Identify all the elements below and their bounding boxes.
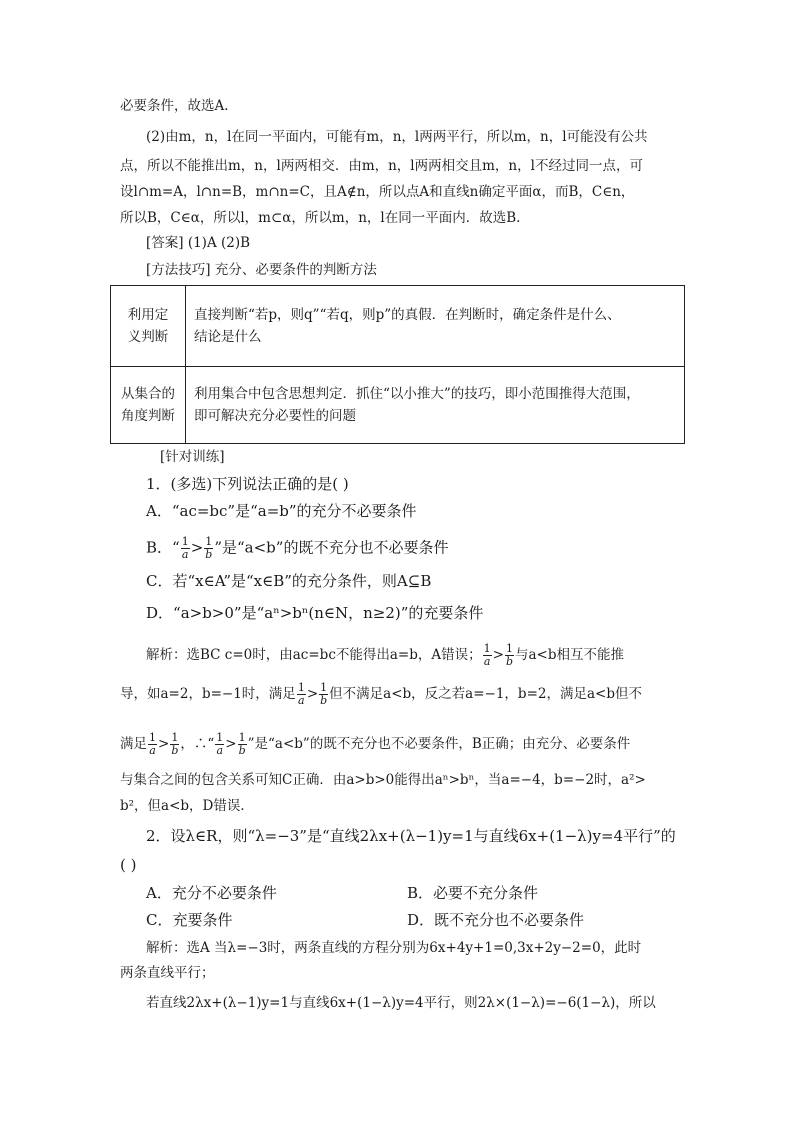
fraction-1-over-b xyxy=(319,682,328,707)
q1-option-b xyxy=(146,536,448,561)
text-line-1: 必要条件，故选A. xyxy=(120,98,229,114)
denominator: b xyxy=(505,655,513,668)
label-line: 义判断 xyxy=(127,329,169,345)
solution-text: 满足 xyxy=(120,736,147,752)
denominator: b xyxy=(205,548,213,561)
numerator: 1 xyxy=(205,535,213,548)
content-line: 直接判断“若p，则q”“若q，则p”的真假．在判断时，确定条件是什么、 xyxy=(194,307,621,323)
q2-option-a: A．充分不必要条件 xyxy=(146,884,277,902)
label-line: 利用定 xyxy=(127,307,169,323)
numerator: 1 xyxy=(181,535,189,548)
text-line-5: 所以B，C∈α，所以l，m⊂α，所以m，n，l在同一平面内．故选B. xyxy=(120,210,521,226)
q2-option-b: B．必要不充分条件 xyxy=(407,884,539,902)
numerator: 1 xyxy=(216,731,224,744)
gt-sign: > xyxy=(158,736,170,752)
content-line: 即可解决充分必要性的问题 xyxy=(194,408,356,424)
fraction-1-over-a xyxy=(215,732,224,757)
q2-option-d: D．既不充分也不必要条件 xyxy=(407,911,585,929)
solution-text: ”是“a<b”的既不充分也不必要条件，B正确；由充分、必要条件 xyxy=(247,736,631,752)
table-row-label xyxy=(111,286,186,367)
denominator: a xyxy=(181,548,189,561)
solution-text: 与a<b相互不能推 xyxy=(515,647,625,663)
table-row xyxy=(111,286,685,367)
q1-option-b-prefix: B．“ xyxy=(146,538,180,557)
q1-stem: 1．(多选)下列说法正确的是( ) xyxy=(146,475,349,493)
numerator: 1 xyxy=(297,681,305,694)
q2-solution-line-2: 两条直线平行； xyxy=(120,965,215,981)
denominator: b xyxy=(171,744,179,757)
q1-solution-line-2 xyxy=(120,682,642,707)
denominator: a xyxy=(298,694,305,707)
gt-sign: > xyxy=(225,736,237,752)
q1-option-a: A．“ac=bc”是“a=b”的充分不必要条件 xyxy=(146,502,417,520)
numerator: 1 xyxy=(320,681,328,694)
method-table xyxy=(110,285,685,444)
text-line-2: (2)由m，n，l在同一平面内，可能有m，n，l两两平行，所以m，n，l可能没有公共 xyxy=(146,129,648,145)
q2-stem-line-2: ( ) xyxy=(120,856,137,874)
denominator: a xyxy=(483,655,491,668)
q1-solution-line-3 xyxy=(120,732,630,757)
denominator: a xyxy=(149,744,156,757)
q1-option-b-suffix: ”是“a<b”的既不充分也不必要条件 xyxy=(214,538,449,557)
table-row-label xyxy=(111,367,186,444)
q1-option-d: D．“a>b>0”是“aⁿ>bⁿ(n∈N，n≥2)”的充要条件 xyxy=(146,604,484,622)
numerator: 1 xyxy=(238,731,246,744)
label-line: 从集合的 xyxy=(121,386,175,402)
denominator: a xyxy=(216,744,224,757)
table-row-content xyxy=(186,367,685,444)
text-line-4: 设l∩m=A，l∩n=B，m∩n=C，且A∉n，所以点A和直线n确定平面α，而B，C∈n， xyxy=(120,184,635,200)
numerator: 1 xyxy=(171,731,179,744)
fraction-1-over-a xyxy=(483,643,492,668)
fraction-1-over-b xyxy=(238,732,247,757)
table-row xyxy=(111,367,685,444)
q1-solution-line-5: b²，但a<b，D错误． xyxy=(120,798,254,814)
solution-text: 但不满足a<b，反之若a=−1，b=2，满足a<b但不 xyxy=(329,686,642,702)
fraction-1-over-b xyxy=(505,643,514,668)
gt-sign: > xyxy=(492,647,504,663)
method-heading: [方法技巧] 充分、必要条件的判断方法 xyxy=(146,262,377,278)
table-row-content xyxy=(186,286,685,367)
fraction-1-over-b xyxy=(204,536,213,561)
fraction-1-over-a xyxy=(297,682,306,707)
q2-option-c: C．充要条件 xyxy=(146,911,233,929)
fraction-1-over-a xyxy=(148,732,157,757)
label-line: 角度判断 xyxy=(121,408,175,424)
content-line: 结论是什么 xyxy=(194,329,262,345)
solution-text: ，∴“ xyxy=(180,736,215,752)
q1-solution-line-1 xyxy=(146,643,624,668)
gt-sign: > xyxy=(306,686,319,702)
numerator: 1 xyxy=(483,642,491,655)
denominator: b xyxy=(320,694,328,707)
numerator: 1 xyxy=(505,642,513,655)
training-heading: [针对训练] xyxy=(160,449,225,465)
answer-line: [答案] (1)A (2)B xyxy=(146,235,251,251)
numerator: 1 xyxy=(149,731,156,744)
q1-option-c: C．若“x∈A”是“x∈B”的充分条件，则A⊆B xyxy=(146,572,432,590)
gt-sign: > xyxy=(190,538,204,557)
text-line-3: 点，所以不能推出m，n，l两两相交．由m，n，l两两相交且m，n，l不经过同一点，可 xyxy=(120,158,643,174)
content-line: 利用集合中包含思想判定．抓住“以小推大”的技巧，即小范围推得大范围， xyxy=(194,386,640,402)
fraction-1-over-b xyxy=(170,732,179,757)
q1-solution-line-4: 与集合之间的包含关系可知C正确．由a>b>0能得出aⁿ>bⁿ，当a=−4，b=−2时，a²> xyxy=(120,772,646,788)
q2-solution-line-3: 若直线2λx+(λ−1)y=1与直线6x+(1−λ)y=4平行，则2λ×(1−λ)=−6(1−λ)，所以 xyxy=(146,995,656,1011)
solution-text: 解析：选BC c=0时，由ac=bc不能得出a=b，A错误； xyxy=(146,647,482,663)
solution-text: 导，如a=2，b=−1时，满足 xyxy=(120,686,296,702)
q2-stem-line-1: 2．设λ∈R，则“λ=−3”是“直线2λx+(λ−1)y=1与直线6x+(1−λ)y=4平行”的 xyxy=(146,827,676,845)
denominator: b xyxy=(238,744,246,757)
q2-solution-line-1: 解析：选A 当λ=−3时，两条直线的方程分别为6x+4y+1=0,3x+2y−2=0，此时 xyxy=(146,940,642,956)
fraction-1-over-a xyxy=(181,536,190,561)
